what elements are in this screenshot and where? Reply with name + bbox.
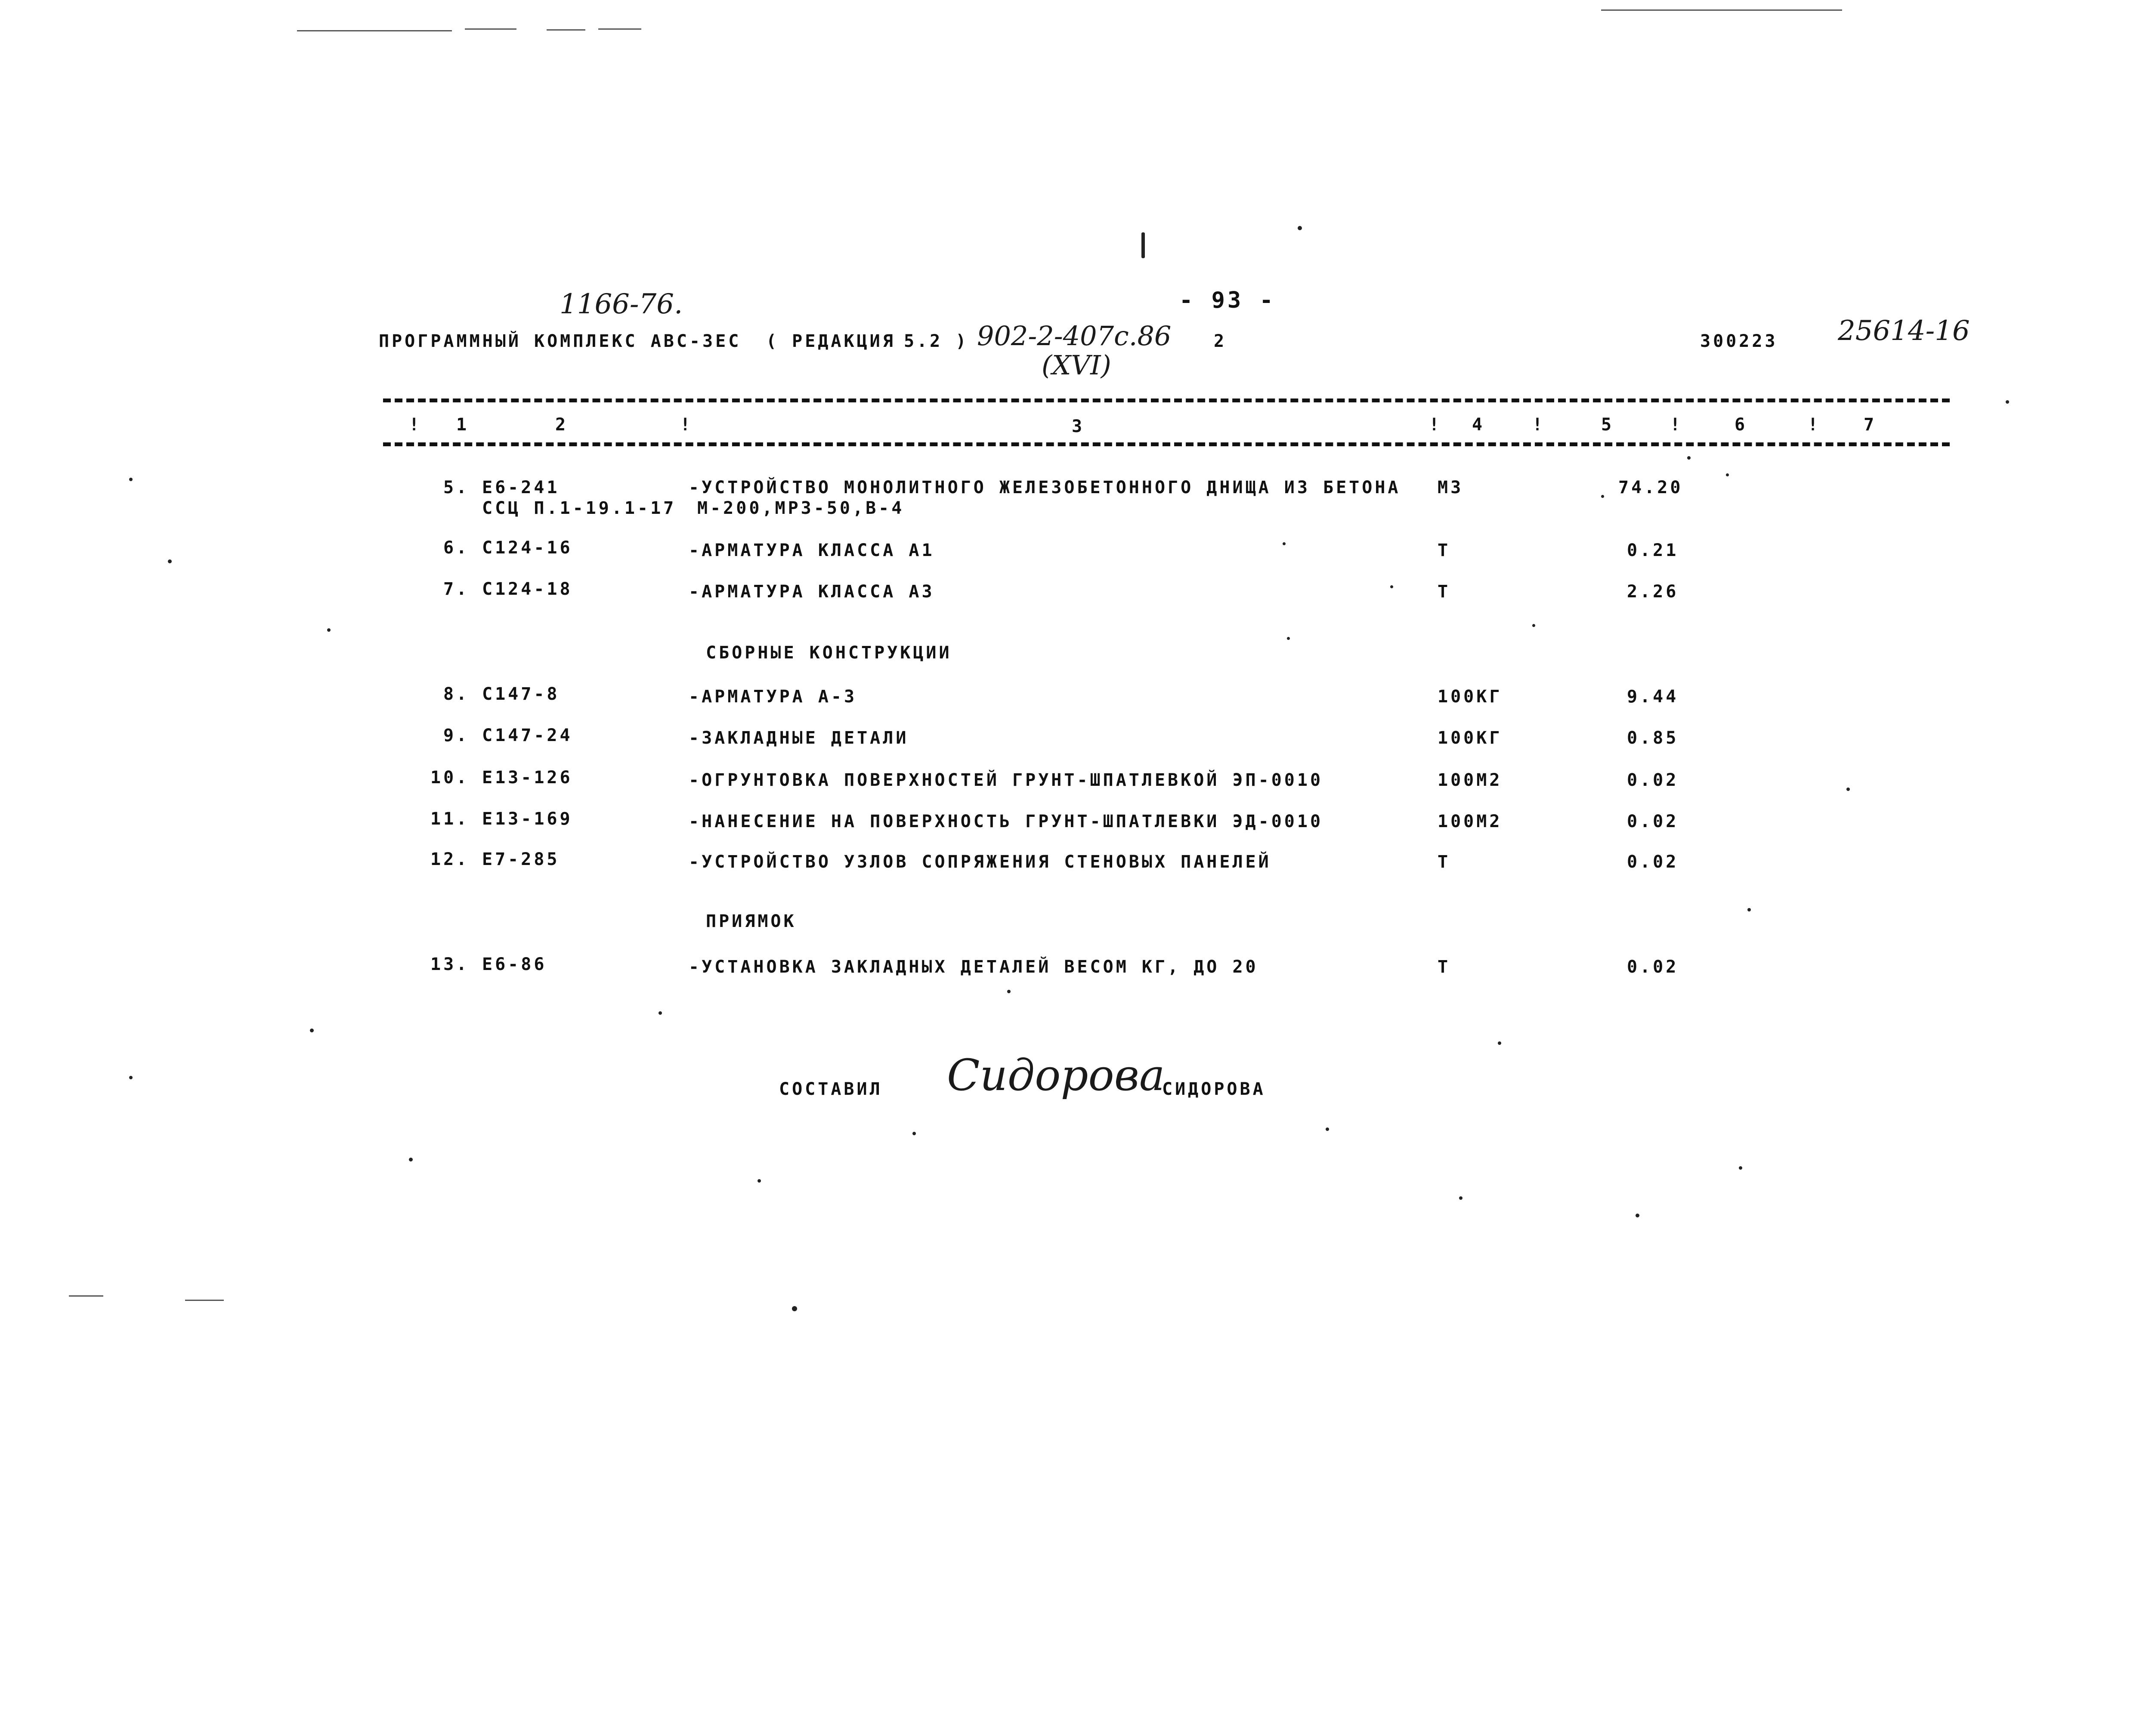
column-separator: !: [1808, 415, 1821, 435]
scan-artifact: [1287, 637, 1290, 640]
row-quantity: 0.02: [1627, 812, 1679, 831]
row-unit: 100КГ: [1438, 687, 1503, 707]
row-number: 6.: [443, 538, 470, 558]
scan-artifact: [1687, 456, 1691, 460]
row-number: 9.: [443, 726, 470, 745]
row-description: -НАНЕСЕНИЕ НА ПОВЕРХНОСТЬ ГРУНТ-ШПАТЛЕВКИ ЭД-0010: [689, 812, 1323, 831]
scan-artifact: [1498, 1041, 1501, 1045]
column-separator: !: [409, 415, 422, 435]
scan-artifact: [310, 1029, 314, 1032]
row-code: Е6-241: [482, 478, 560, 497]
row-unit: Т: [1438, 852, 1451, 872]
edition-label: ( РЕДАКЦИЯ: [766, 331, 896, 351]
row-quantity: 0.02: [1627, 957, 1679, 977]
column-header-7: 7: [1864, 415, 1877, 435]
scan-artifact: [2006, 400, 2009, 404]
row-quantity: 0.85: [1627, 728, 1679, 748]
column-header-4: 4: [1472, 415, 1485, 435]
handwritten-album-number: (XVI): [1042, 349, 1111, 381]
scan-artifact: [1739, 1166, 1742, 1170]
handwritten-project-code: 902-2-407с.86: [977, 320, 1172, 352]
row-number: 5.: [443, 478, 470, 497]
column-separator: !: [1670, 415, 1683, 435]
scan-artifact: [1283, 542, 1286, 545]
scan-artifact: [69, 1295, 103, 1297]
row-code: Е13-126: [482, 768, 573, 788]
column-separator: !: [680, 415, 693, 435]
row-code: Е7-285: [482, 849, 560, 869]
row-description: -АРМАТУРА А-3: [689, 687, 857, 707]
scan-artifact: [1636, 1214, 1639, 1217]
scan-artifact: [409, 1158, 413, 1161]
column-separator: !: [1532, 415, 1546, 435]
row-quantity: 0.21: [1627, 541, 1679, 560]
row-description: -ЗАКЛАДНЫЕ ДЕТАЛИ: [689, 728, 909, 748]
scan-artifact: [168, 559, 172, 563]
scan-artifact: [758, 1179, 761, 1183]
scan-artifact: [465, 28, 516, 30]
section-heading: ПРИЯМОК: [706, 911, 797, 931]
row-unit: Т: [1438, 582, 1451, 602]
row-code: С147-24: [482, 726, 573, 745]
row-quantity: 0.02: [1627, 770, 1679, 790]
edition-suffix: 2: [1214, 331, 1227, 351]
scan-artifact: [1601, 9, 1842, 11]
column-header-6: 6: [1735, 415, 1748, 435]
scan-artifact: [1298, 226, 1302, 230]
row-number: 11.: [430, 809, 470, 829]
section-heading: СБОРНЫЕ КОНСТРУКЦИИ: [706, 643, 952, 663]
page-number: - 93 -: [1179, 287, 1276, 313]
scan-artifact: [129, 478, 133, 481]
compiler-name: СИДОРОВА: [1162, 1079, 1266, 1099]
row-number: 8.: [443, 684, 470, 704]
scan-artifact: [1726, 473, 1729, 476]
row-description: -АРМАТУРА КЛАССА А3: [689, 582, 935, 602]
scan-artifact: [1390, 585, 1393, 588]
scan-artifact: [1007, 990, 1011, 993]
scan-artifact: [1747, 908, 1751, 911]
row-number: 10.: [430, 768, 470, 788]
scan-artifact: [1846, 788, 1850, 791]
scan-artifact: [185, 1300, 224, 1301]
scan-artifact: [547, 29, 585, 31]
scan-artifact: [1459, 1196, 1462, 1200]
compiled-label: СОСТАВИЛ: [779, 1079, 883, 1099]
row-code: С147-8: [482, 684, 560, 704]
handwritten-inventory-number: 25614-16: [1838, 315, 1970, 347]
row-quantity: 74.20: [1618, 478, 1683, 497]
row-quantity: 2.26: [1627, 582, 1679, 602]
scan-artifact: [912, 1132, 916, 1135]
row-unit: 100М2: [1438, 770, 1503, 790]
row-quantity: 0.02: [1627, 852, 1679, 872]
document-code: 300223: [1700, 331, 1778, 351]
scan-artifact: [297, 30, 452, 31]
row-description: -УСТРОЙСТВО МОНОЛИТНОГО ЖЕЛЕЗОБЕТОННОГО ДНИЩА ИЗ БЕТОНА: [689, 478, 1401, 497]
row-description: -УСТАНОВКА ЗАКЛАДНЫХ ДЕТАЛЕЙ ВЕСОМ КГ, ДО 20: [689, 957, 1258, 977]
row-description: -АРМАТУРА КЛАССА А1: [689, 541, 935, 560]
column-header-5: 5: [1601, 415, 1614, 435]
row-unit: Т: [1438, 541, 1451, 560]
row-unit: М3: [1438, 478, 1464, 497]
row-unit: 100КГ: [1438, 728, 1503, 748]
column-header-1: 1: [456, 415, 470, 435]
row-quantity: 9.44: [1627, 687, 1679, 707]
signature: Сидорова: [947, 1050, 1165, 1100]
scan-artifact: [1141, 232, 1145, 258]
row-number: 7.: [443, 579, 470, 599]
scan-artifact: [1532, 624, 1535, 627]
column-separator: !: [1429, 415, 1442, 435]
row-unit: Т: [1438, 957, 1451, 977]
scan-artifact: [327, 628, 331, 632]
row-description: -ОГРУНТОВКА ПОВЕРХНОСТЕЙ ГРУНТ-ШПАТЛЕВКОЙ ЭП-0010: [689, 770, 1323, 790]
scan-artifact: [792, 1306, 797, 1311]
edition-number: 5.2 ): [904, 331, 969, 351]
row-number: 12.: [430, 849, 470, 869]
row-code: С124-18: [482, 579, 573, 599]
table-header-rule: [383, 442, 1950, 446]
row-code: С124-16: [482, 538, 573, 558]
program-line: ПРОГРАММНЫЙ КОМПЛЕКС АВС-ЗЕС: [379, 331, 742, 351]
row-code: Е6-86: [482, 954, 547, 974]
handwritten-archive-number: 1166-76.: [560, 288, 683, 320]
table-top-rule: [383, 398, 1950, 402]
scan-artifact: [1601, 495, 1604, 498]
scan-artifact: [659, 1011, 662, 1015]
row-unit: 100М2: [1438, 812, 1503, 831]
scan-artifact: [129, 1076, 133, 1079]
column-header-3: 3: [1072, 417, 1085, 436]
row-description-extra: М-200,МРЗ-50,В-4: [697, 498, 905, 518]
row-number: 13.: [430, 954, 470, 974]
row-description: -УСТРОЙСТВО УЗЛОВ СОПРЯЖЕНИЯ СТЕНОВЫХ ПАНЕЛЕЙ: [689, 852, 1271, 872]
row-code: Е13-169: [482, 809, 573, 829]
row-code-extra: ССЦ П.1-19.1-17: [482, 498, 677, 518]
scan-artifact: [1326, 1127, 1329, 1131]
column-header-2: 2: [555, 415, 569, 435]
scan-artifact: [598, 28, 641, 30]
